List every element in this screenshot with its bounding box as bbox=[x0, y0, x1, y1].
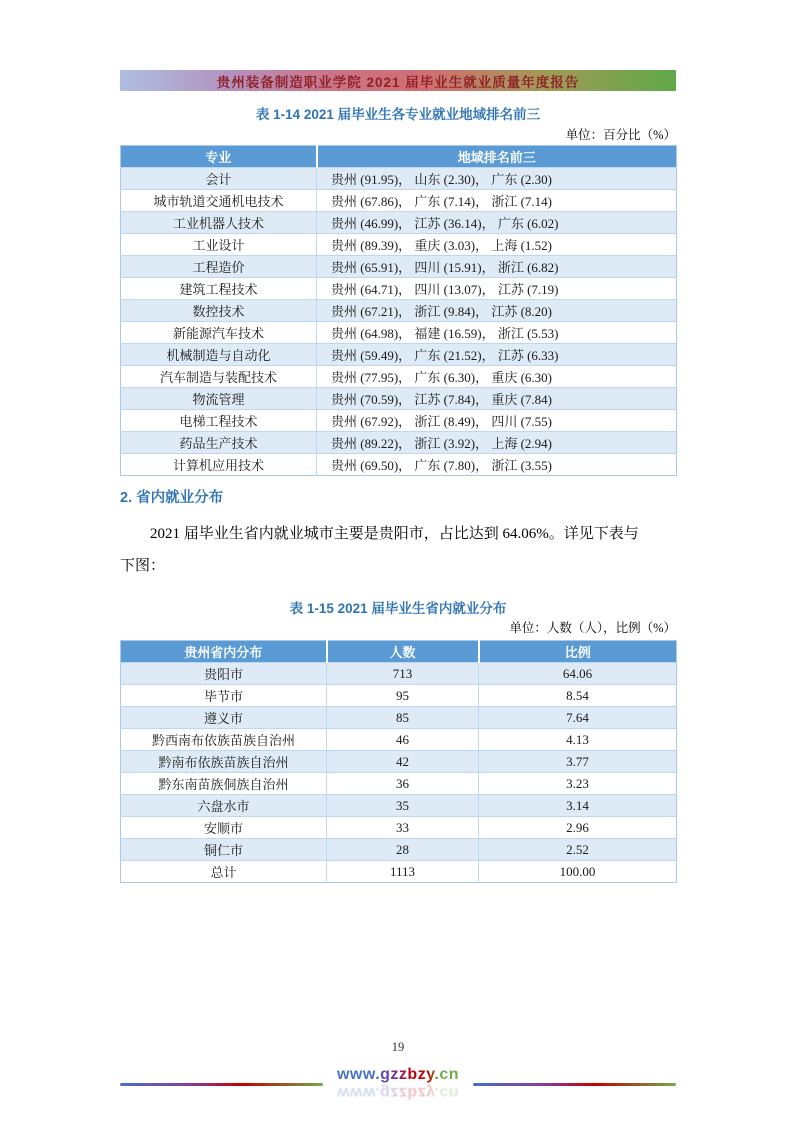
count-cell: 42 bbox=[327, 751, 479, 773]
table1-row bbox=[121, 300, 677, 322]
table2-row bbox=[121, 839, 677, 861]
regions-cell: 贵州 (46.99)， 江苏 (36.14)， 广东 (6.02) bbox=[317, 212, 677, 234]
table1-row bbox=[121, 234, 677, 256]
page-header-banner bbox=[120, 70, 676, 91]
count-cell: 28 bbox=[327, 839, 479, 861]
ratio-cell: 8.54 bbox=[479, 685, 677, 707]
region-cell: 贵阳市 bbox=[121, 663, 327, 685]
ratio-cell: 7.64 bbox=[479, 707, 677, 729]
table1-row bbox=[121, 256, 677, 278]
table2-row bbox=[121, 817, 677, 839]
major-cell: 汽车制造与装配技术 bbox=[121, 366, 317, 388]
table1-row bbox=[121, 454, 677, 476]
regions-cell: 贵州 (70.59)， 江苏 (7.84)， 重庆 (7.84) bbox=[317, 388, 677, 410]
ratio-cell: 2.52 bbox=[479, 839, 677, 861]
table2-row bbox=[121, 707, 677, 729]
report-title: 贵州装备制造职业学院 2021 届毕业生就业质量年度报告 bbox=[216, 74, 580, 90]
major-cell: 计算机应用技术 bbox=[121, 454, 317, 476]
ratio-cell: 4.13 bbox=[479, 729, 677, 751]
table2-title: 表 1-15 2021 届毕业生省内就业分布 bbox=[289, 601, 507, 616]
table2-row bbox=[121, 685, 677, 707]
table1-row bbox=[121, 388, 677, 410]
footer-gradient-line-left bbox=[120, 1083, 323, 1086]
major-cell: 工程造价 bbox=[121, 256, 317, 278]
major-cell: 药品生产技术 bbox=[121, 432, 317, 454]
region-cell: 六盘水市 bbox=[121, 795, 327, 817]
regions-cell: 贵州 (59.49)， 广东 (21.52)， 江苏 (6.33) bbox=[317, 344, 677, 366]
major-cell: 机械制造与自动化 bbox=[121, 344, 317, 366]
footer bbox=[120, 1066, 676, 1100]
regions-cell: 贵州 (91.95)， 山东 (2.30)， 广东 (2.30) bbox=[317, 168, 677, 190]
count-cell: 46 bbox=[327, 729, 479, 751]
website-url: www.gzzbzy.cn bbox=[336, 1066, 460, 1083]
count-cell: 95 bbox=[327, 685, 479, 707]
major-cell: 建筑工程技术 bbox=[121, 278, 317, 300]
page-number: 19 bbox=[391, 1040, 405, 1054]
regions-cell: 贵州 (89.39)， 重庆 (3.03)， 上海 (1.52) bbox=[317, 234, 677, 256]
region-cell: 安顺市 bbox=[121, 817, 327, 839]
table1-row bbox=[121, 168, 677, 190]
regions-cell: 贵州 (64.98)， 福建 (16.59)， 浙江 (5.53) bbox=[317, 322, 677, 344]
regions-cell: 贵州 (65.91)， 四川 (15.91)， 浙江 (6.82) bbox=[317, 256, 677, 278]
table2-col-header-count: 人数 bbox=[327, 641, 479, 663]
table2-province-employment-distribution bbox=[120, 640, 677, 883]
region-cell: 黔东南苗族侗族自治州 bbox=[121, 773, 327, 795]
ratio-cell: 2.96 bbox=[479, 817, 677, 839]
table1-row bbox=[121, 344, 677, 366]
table1-row bbox=[121, 190, 677, 212]
major-cell: 电梯工程技术 bbox=[121, 410, 317, 432]
ratio-cell: 64.06 bbox=[479, 663, 677, 685]
regions-cell: 贵州 (64.71)， 四川 (13.07)， 江苏 (7.19) bbox=[317, 278, 677, 300]
table2-unit-note: 单位：人数（人），比例（%） bbox=[509, 621, 676, 635]
ratio-cell: 3.14 bbox=[479, 795, 677, 817]
footer-website bbox=[323, 1066, 473, 1100]
table1-unit-note: 单位：百分比（%） bbox=[565, 128, 676, 142]
regions-cell: 贵州 (67.86)， 广东 (7.14)， 浙江 (7.14) bbox=[317, 190, 677, 212]
major-cell: 工业设计 bbox=[121, 234, 317, 256]
region-cell: 黔西南布依族苗族自治州 bbox=[121, 729, 327, 751]
region-cell: 黔南布依族苗族自治州 bbox=[121, 751, 327, 773]
count-cell: 85 bbox=[327, 707, 479, 729]
table2-row bbox=[121, 773, 677, 795]
footer-gradient-line-right bbox=[473, 1083, 676, 1086]
major-cell: 新能源汽车技术 bbox=[121, 322, 317, 344]
table2-row bbox=[121, 663, 677, 685]
paragraph-line-2: 下图： bbox=[120, 558, 166, 574]
region-cell: 铜仁市 bbox=[121, 839, 327, 861]
table1-row bbox=[121, 322, 677, 344]
count-cell: 1113 bbox=[327, 861, 479, 883]
table2-row bbox=[121, 795, 677, 817]
regions-cell: 贵州 (67.92)， 浙江 (8.49)， 四川 (7.55) bbox=[317, 410, 677, 432]
major-cell: 数控技术 bbox=[121, 300, 317, 322]
regions-cell: 贵州 (69.50)， 广东 (7.80)， 浙江 (3.55) bbox=[317, 454, 677, 476]
table2-row bbox=[121, 751, 677, 773]
region-cell: 遵义市 bbox=[121, 707, 327, 729]
table2-col-header-ratio: 比例 bbox=[479, 641, 677, 663]
table2-header-row bbox=[121, 641, 677, 663]
regions-cell: 贵州 (89.22)， 浙江 (3.92)， 上海 (2.94) bbox=[317, 432, 677, 454]
count-cell: 35 bbox=[327, 795, 479, 817]
region-cell: 总计 bbox=[121, 861, 327, 883]
count-cell: 36 bbox=[327, 773, 479, 795]
regions-cell: 贵州 (77.95)， 广东 (6.30)， 重庆 (6.30) bbox=[317, 366, 677, 388]
table1-header-row bbox=[121, 146, 677, 168]
table1-row bbox=[121, 212, 677, 234]
count-cell: 33 bbox=[327, 817, 479, 839]
table2-row bbox=[121, 729, 677, 751]
table1-row bbox=[121, 410, 677, 432]
website-url-reflection: www.gzzbzy.cn bbox=[336, 1084, 460, 1101]
ratio-cell: 3.23 bbox=[479, 773, 677, 795]
major-cell: 城市轨道交通机电技术 bbox=[121, 190, 317, 212]
table1-row bbox=[121, 278, 677, 300]
major-cell: 物流管理 bbox=[121, 388, 317, 410]
ratio-cell: 100.00 bbox=[479, 861, 677, 883]
regions-cell: 贵州 (67.21)， 浙江 (9.84)， 江苏 (8.20) bbox=[317, 300, 677, 322]
ratio-cell: 3.77 bbox=[479, 751, 677, 773]
major-cell: 会计 bbox=[121, 168, 317, 190]
table1-col-header-major: 专业 bbox=[121, 146, 317, 168]
table1-title: 表 1-14 2021 届毕业生各专业就业地域排名前三 bbox=[255, 107, 541, 122]
section-heading-province-distribution: 2. 省内就业分布 bbox=[120, 490, 224, 506]
table2-row bbox=[121, 861, 677, 883]
count-cell: 713 bbox=[327, 663, 479, 685]
table2-col-header-region: 贵州省内分布 bbox=[121, 641, 327, 663]
table1-col-header-regions: 地域排名前三 bbox=[317, 146, 677, 168]
major-cell: 工业机器人技术 bbox=[121, 212, 317, 234]
table1-row bbox=[121, 432, 677, 454]
table1-majors-employment-regions bbox=[120, 145, 677, 476]
table1-row bbox=[121, 366, 677, 388]
paragraph-line-1: 2021 届毕业生省内就业城市主要是贵阳市，占比达到 64.06%。详见下表与 bbox=[150, 526, 639, 542]
region-cell: 毕节市 bbox=[121, 685, 327, 707]
